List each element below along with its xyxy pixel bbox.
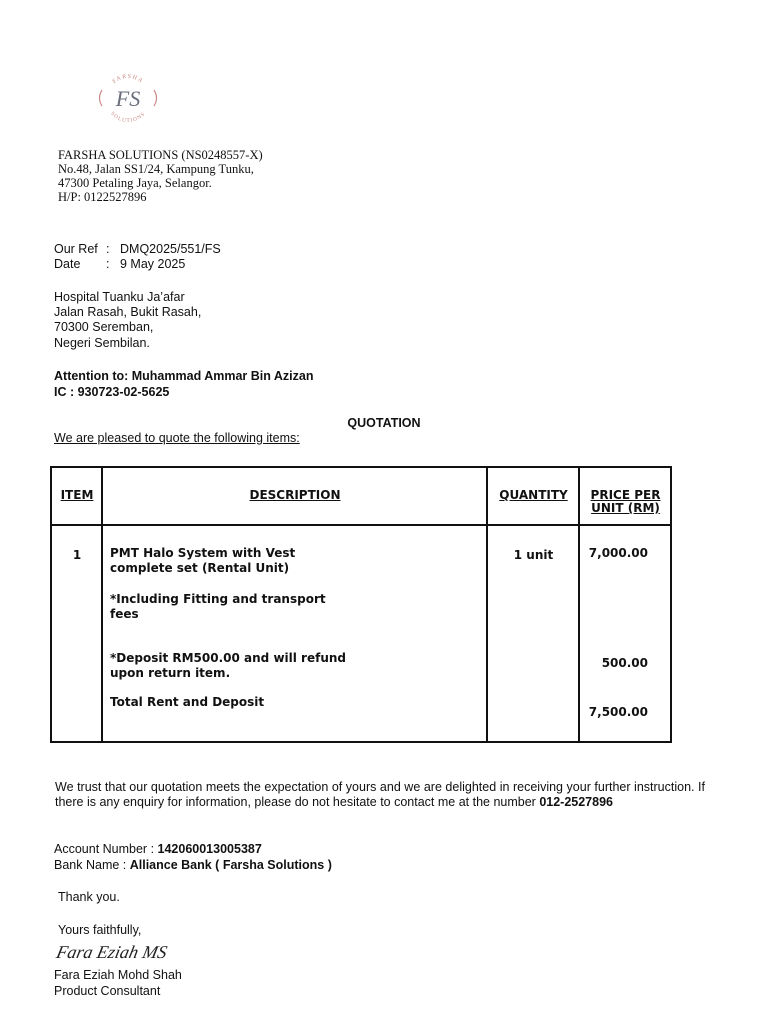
company-address-line-1: No.48, Jalan SS1/24, Kampung Tunku, (58, 162, 254, 176)
our-ref-label: Our Ref (54, 242, 98, 256)
yours-faithfully: Yours faithfully, (58, 923, 142, 937)
closing-text: We trust that our quotation meets the expectation of yours and we are delighted in receiving your further instruction. If there is any enquiry for information, please do not hesitate to contact me at the number (55, 780, 705, 809)
date-separator: : (106, 257, 110, 271)
header-price-line-1: PRICE PER (590, 488, 661, 502)
header-price (580, 489, 671, 515)
quotation-title: QUOTATION (347, 416, 421, 430)
closing-paragraph (55, 780, 705, 809)
date-label: Date (54, 257, 81, 271)
date-value: 9 May 2025 (120, 257, 186, 271)
company-phone: H/P: 0122527896 (58, 190, 147, 204)
row-price-rental: 7,000.00 (588, 546, 648, 560)
desc-line-2a: *Including Fitting and transport (110, 592, 326, 606)
our-ref-row (54, 242, 221, 257)
desc-line-1a: PMT Halo System with Vest (110, 546, 296, 560)
table-col-divider-1 (101, 466, 103, 743)
recipient-address (54, 290, 201, 351)
row-description-deposit (110, 651, 346, 681)
company-header (58, 148, 263, 204)
row-quantity: 1 unit (513, 548, 554, 562)
row-description-fees (110, 592, 326, 622)
desc-line-3a: *Deposit RM500.00 and will refund (110, 651, 347, 665)
row-item-number: 1 (72, 548, 82, 562)
desc-line-2b: fees (110, 607, 139, 621)
logo-top-text: FARSHA (111, 73, 145, 86)
row-price-total: 7,500.00 (588, 705, 648, 719)
svg-text:Fara Eziah MS: Fara Eziah MS (54, 942, 169, 962)
company-address-line-2: 47300 Petaling Jaya, Selangor. (58, 176, 212, 190)
quotation-table (50, 466, 672, 743)
bank-details (54, 842, 332, 873)
header-quantity: QUANTITY (499, 488, 568, 502)
signer-title: Product Consultant (54, 984, 161, 998)
header-item: ITEM (60, 488, 94, 502)
reference-block (54, 242, 221, 272)
recipient-line-2: Jalan Rasah, Bukit Rasah, (54, 305, 202, 320)
logo-bottom-text: SOLUTIONS (109, 110, 147, 125)
header-description: DESCRIPTION (249, 488, 341, 502)
bank-name-label: Bank Name : (54, 857, 130, 872)
svg-text:SOLUTIONS (109, 111, 147, 124)
desc-line-3b: upon return item. (110, 666, 231, 680)
company-logo (94, 64, 162, 132)
row-description-total: Total Rent and Deposit (110, 695, 265, 709)
closing-phone: 012-2527896 (539, 794, 613, 809)
thanks-text: Thank you. (58, 890, 120, 904)
bank-name-value: Alliance Bank ( Farsha Solutions ) (129, 857, 332, 872)
attention-to: Attention to: Muhammad Ammar Bin Azizan (54, 369, 314, 383)
handwritten-signature (54, 937, 204, 965)
recipient-line-1: Hospital Tuanku Ja’afar (54, 290, 185, 304)
bank-name-row (54, 858, 332, 874)
svg-text:FARSHA (112, 74, 145, 85)
account-number-value: 142060013005387 (157, 842, 262, 856)
attention-ic: IC : 930723-02-5625 (54, 384, 170, 399)
account-number-label: Account Number : (54, 842, 158, 856)
recipient-line-4: Negeri Sembilan. (54, 335, 150, 350)
our-ref-separator: : (106, 242, 110, 256)
signer-name: Fara Eziah Mohd Shah (54, 968, 182, 982)
row-description-rental (110, 546, 295, 576)
account-number-row (54, 842, 332, 858)
desc-line-1b: complete set (Rental Unit) (110, 561, 290, 575)
company-name: FARSHA SOLUTIONS (NS0248557-X) (58, 148, 263, 162)
signer-block (54, 967, 182, 999)
table-border-left (50, 466, 52, 743)
logo-monogram: FS (115, 86, 141, 111)
date-row (54, 257, 221, 272)
table-col-divider-2 (486, 466, 488, 743)
our-ref-value: DMQ2025/551/FS (120, 242, 221, 256)
quotation-intro: We are pleased to quote the following items: (54, 431, 300, 445)
attention-block (54, 369, 314, 400)
row-price-deposit: 500.00 (601, 656, 648, 670)
recipient-line-3: 70300 Seremban, (54, 320, 154, 335)
header-price-line-2: UNIT (RM) (591, 501, 660, 515)
